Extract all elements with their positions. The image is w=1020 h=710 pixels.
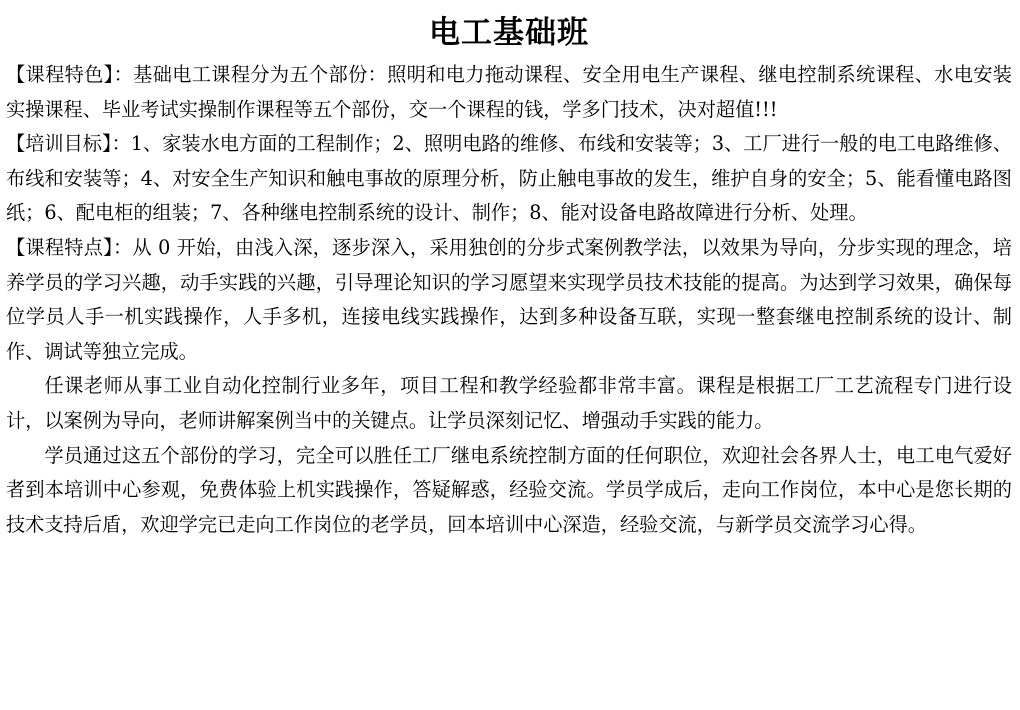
course-features-label: 【课程特色】 [6,63,114,86]
page-title: 电工基础班 [429,15,589,51]
course-features-paragraph [6,58,1012,127]
training-goals-paragraph [6,127,1012,231]
teacher-paragraph: 任课老师从事工业自动化控制行业多年，项目工程和教学经验都非常丰富。课程是根据工厂工艺流程专门进行设计，以案例为导向，老师讲解案例当中的关键点。让学员深刻记忆、增强动手实践的能力。 [6,374,1012,432]
course-highlights-label: 【课程特点】 [6,235,113,259]
training-goals-text: ：1、家装水电方面的工程制作；2、照明电路的维修、布线和安装等；3、工厂进行一般的电工电路维修、布线和安装等；4、对安全生产知识和触电事故的原理分析，防止触电事故的发生，维护自身的安全；5、能看懂电路图纸；6、配电柜的组装；7、各种继电控制系统的设计、制作；8、能对设备电路故障进行分析、处理。 [6,132,1012,225]
course-highlights-text: ：从 0 开始，由浅入深，逐步深入，采用独创的分步式案例教学法，以效果为导向，分步实现的理念，培养学员的学习兴趣，动手实践的兴趣，引导理论知识的学习愿望来实现学员技术技能的提高。为达到学习效果，确保每位学员人手一机实践操作，人手多机，连接电线实践操作，达到多种设备互联，实现一整套继电控制系统的设计、制作、调试等独立完成。 [6,235,1012,363]
course-features-text: ：基础电工课程分为五个部份：照明和电力拖动课程、安全用电生产课程、继电控制系统课程、水电安装实操课程、毕业考试实操制作课程等五个部份，交一个课程的钱，学多门技术，决对超值!!! [6,63,1012,121]
document-page [0,16,1020,710]
training-goals-label: 【培训目标】 [6,132,112,156]
course-highlights-paragraph [6,231,1012,369]
student-outcome-paragraph: 学员通过这五个部份的学习，完全可以胜任工厂继电系统控制方面的任何职位，欢迎社会各界人士，电工电气爱好者到本培训中心参观，免费体验上机实践操作，答疑解惑，经验交流。学员学成后，走向工作岗位，本中心是您长期的技术支持后盾，欢迎学完已走向工作岗位的老学员，回本培训中心深造，经验交流，与新学员交流学习心得。 [6,443,1012,536]
